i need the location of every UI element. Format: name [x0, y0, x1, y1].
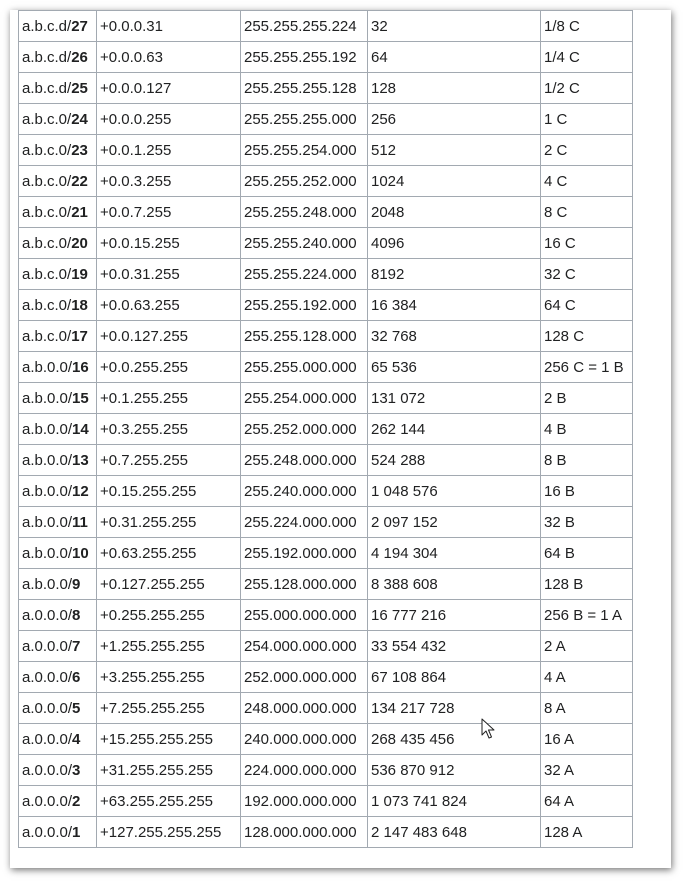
address-count-cell: 128: [368, 73, 541, 104]
classful-equivalent-cell: 16 A: [541, 724, 633, 755]
cidr-prefix-length: 7: [72, 637, 81, 655]
classful-equivalent-cell: 1/8 C: [541, 11, 633, 42]
address-range-cell: +0.3.255.255: [97, 414, 241, 445]
address-count-cell: 536 870 912: [368, 755, 541, 786]
cidr-table-body: [19, 11, 633, 848]
table-row: [19, 166, 633, 197]
address-range-cell: +0.0.15.255: [97, 228, 241, 259]
cidr-base-address: a.b.0.0/: [22, 544, 73, 562]
address-count-cell: 1024: [368, 166, 541, 197]
cidr-prefix-length: 8: [72, 606, 81, 624]
table-row: [19, 104, 633, 135]
cidr-base-address: a.b.c.0/: [22, 110, 72, 128]
cidr-notation-cell: [19, 228, 97, 259]
subnet-mask-cell: 255.252.000.000: [241, 414, 368, 445]
mouse-pointer-icon: [481, 718, 495, 740]
cidr-notation-cell: [19, 445, 97, 476]
cidr-prefix-length: 6: [72, 668, 81, 686]
address-range-cell: +0.0.63.255: [97, 290, 241, 321]
cidr-notation-cell: [19, 507, 97, 538]
address-range-cell: +0.1.255.255: [97, 383, 241, 414]
cidr-table: [18, 10, 633, 848]
address-range-cell: +0.127.255.255: [97, 569, 241, 600]
cidr-prefix-length: 2: [72, 792, 81, 810]
cidr-notation-cell: [19, 197, 97, 228]
cidr-notation-cell: [19, 569, 97, 600]
address-count-cell: 2 147 483 648: [368, 817, 541, 848]
table-row: [19, 321, 633, 352]
cidr-prefix-length: 4: [72, 730, 81, 748]
subnet-mask-cell: 254.000.000.000: [241, 631, 368, 662]
cidr-prefix-length: 27: [71, 17, 88, 35]
cidr-base-address: a.0.0.0/: [22, 668, 73, 686]
classful-equivalent-cell: 1/2 C: [541, 73, 633, 104]
cidr-prefix-length: 9: [72, 575, 81, 593]
cidr-prefix-length: 19: [71, 265, 88, 283]
cidr-notation-cell: [19, 42, 97, 73]
cidr-prefix-length: 22: [71, 172, 88, 190]
table-row: [19, 693, 633, 724]
cidr-base-address: a.0.0.0/: [22, 823, 73, 841]
cidr-base-address: a.b.c.d/: [22, 48, 72, 66]
subnet-mask-cell: 255.255.255.000: [241, 104, 368, 135]
cidr-notation-cell: [19, 11, 97, 42]
address-range-cell: +127.255.255.255: [97, 817, 241, 848]
table-row: [19, 290, 633, 321]
cidr-base-address: a.b.c.0/: [22, 265, 72, 283]
address-count-cell: 32: [368, 11, 541, 42]
table-row: [19, 507, 633, 538]
table-row: [19, 197, 633, 228]
subnet-mask-cell: 255.255.224.000: [241, 259, 368, 290]
subnet-mask-cell: 248.000.000.000: [241, 693, 368, 724]
classful-equivalent-cell: 32 A: [541, 755, 633, 786]
address-count-cell: 67 108 864: [368, 662, 541, 693]
address-count-cell: 1 048 576: [368, 476, 541, 507]
subnet-mask-cell: 255.255.254.000: [241, 135, 368, 166]
cidr-base-address: a.0.0.0/: [22, 606, 73, 624]
address-count-cell: 8 388 608: [368, 569, 541, 600]
classful-equivalent-cell: 2 A: [541, 631, 633, 662]
address-count-cell: 134 217 728: [368, 693, 541, 724]
subnet-mask-cell: 255.224.000.000: [241, 507, 368, 538]
classful-equivalent-cell: 64 C: [541, 290, 633, 321]
table-row: [19, 135, 633, 166]
cidr-notation-cell: [19, 104, 97, 135]
subnet-mask-cell: 255.255.255.224: [241, 11, 368, 42]
cidr-notation-cell: [19, 321, 97, 352]
cidr-prefix-length: 10: [72, 544, 89, 562]
subnet-mask-cell: 255.128.000.000: [241, 569, 368, 600]
address-range-cell: +0.0.7.255: [97, 197, 241, 228]
address-count-cell: 262 144: [368, 414, 541, 445]
address-range-cell: +0.0.255.255: [97, 352, 241, 383]
cidr-prefix-length: 11: [72, 513, 88, 531]
cidr-notation-cell: [19, 817, 97, 848]
subnet-mask-cell: 255.255.255.192: [241, 42, 368, 73]
subnet-mask-cell: 240.000.000.000: [241, 724, 368, 755]
table-row: [19, 476, 633, 507]
classful-equivalent-cell: 32 B: [541, 507, 633, 538]
cidr-base-address: a.b.c.0/: [22, 296, 72, 314]
table-row: [19, 538, 633, 569]
address-count-cell: 2 097 152: [368, 507, 541, 538]
cidr-prefix-length: 21: [71, 203, 88, 221]
address-count-cell: 16 777 216: [368, 600, 541, 631]
address-count-cell: 256: [368, 104, 541, 135]
classful-equivalent-cell: 8 B: [541, 445, 633, 476]
classful-equivalent-cell: 128 B: [541, 569, 633, 600]
cidr-prefix-length: 23: [71, 141, 88, 159]
subnet-mask-cell: 255.255.255.128: [241, 73, 368, 104]
classful-equivalent-cell: 4 A: [541, 662, 633, 693]
address-count-cell: 16 384: [368, 290, 541, 321]
classful-equivalent-cell: 128 C: [541, 321, 633, 352]
subnet-mask-cell: 255.255.248.000: [241, 197, 368, 228]
subnet-mask-cell: 255.000.000.000: [241, 600, 368, 631]
address-count-cell: 64: [368, 42, 541, 73]
cidr-prefix-length: 15: [72, 389, 89, 407]
address-count-cell: 131 072: [368, 383, 541, 414]
address-count-cell: 1 073 741 824: [368, 786, 541, 817]
cidr-notation-cell: [19, 352, 97, 383]
classful-equivalent-cell: 8 C: [541, 197, 633, 228]
cidr-base-address: a.b.0.0/: [22, 482, 73, 500]
table-row: [19, 600, 633, 631]
address-range-cell: +0.0.0.127: [97, 73, 241, 104]
address-range-cell: +0.0.0.63: [97, 42, 241, 73]
cidr-base-address: a.b.c.0/: [22, 234, 72, 252]
subnet-mask-cell: 255.255.240.000: [241, 228, 368, 259]
table-row: [19, 569, 633, 600]
classful-equivalent-cell: 128 A: [541, 817, 633, 848]
cidr-notation-cell: [19, 73, 97, 104]
classful-equivalent-cell: 4 C: [541, 166, 633, 197]
classful-equivalent-cell: 2 C: [541, 135, 633, 166]
address-range-cell: +0.0.0.255: [97, 104, 241, 135]
subnet-mask-cell: 128.000.000.000: [241, 817, 368, 848]
address-count-cell: 65 536: [368, 352, 541, 383]
address-range-cell: +1.255.255.255: [97, 631, 241, 662]
cidr-notation-cell: [19, 600, 97, 631]
cidr-base-address: a.b.c.0/: [22, 172, 72, 190]
classful-equivalent-cell: 256 C = 1 B: [541, 352, 633, 383]
cidr-prefix-length: 13: [72, 451, 89, 469]
table-row: [19, 755, 633, 786]
address-range-cell: +0.0.127.255: [97, 321, 241, 352]
cidr-prefix-length: 18: [71, 296, 88, 314]
table-row: [19, 662, 633, 693]
cidr-base-address: a.b.0.0/: [22, 389, 73, 407]
address-range-cell: +7.255.255.255: [97, 693, 241, 724]
classful-equivalent-cell: 64 B: [541, 538, 633, 569]
address-count-cell: 512: [368, 135, 541, 166]
address-range-cell: +0.0.0.31: [97, 11, 241, 42]
table-row: [19, 786, 633, 817]
classful-equivalent-cell: 1 C: [541, 104, 633, 135]
table-row: [19, 445, 633, 476]
address-range-cell: +3.255.255.255: [97, 662, 241, 693]
address-range-cell: +0.0.3.255: [97, 166, 241, 197]
cidr-notation-cell: [19, 662, 97, 693]
cidr-notation-cell: [19, 724, 97, 755]
subnet-mask-cell: 255.254.000.000: [241, 383, 368, 414]
classful-equivalent-cell: 16 C: [541, 228, 633, 259]
subnet-mask-cell: 255.255.128.000: [241, 321, 368, 352]
cidr-base-address: a.b.c.d/: [22, 17, 72, 35]
classful-equivalent-cell: 16 B: [541, 476, 633, 507]
subnet-mask-cell: 224.000.000.000: [241, 755, 368, 786]
cidr-prefix-length: 3: [72, 761, 81, 779]
table-row: [19, 259, 633, 290]
cidr-notation-cell: [19, 755, 97, 786]
address-range-cell: +63.255.255.255: [97, 786, 241, 817]
cidr-base-address: a.b.c.0/: [22, 141, 72, 159]
address-range-cell: +0.63.255.255: [97, 538, 241, 569]
cidr-notation-cell: [19, 786, 97, 817]
cidr-base-address: a.b.c.0/: [22, 327, 72, 345]
cidr-base-address: a.b.c.d/: [22, 79, 72, 97]
cidr-prefix-length: 24: [71, 110, 88, 128]
classful-equivalent-cell: 32 C: [541, 259, 633, 290]
cidr-prefix-length: 14: [72, 420, 89, 438]
address-count-cell: 33 554 432: [368, 631, 541, 662]
cidr-prefix-length: 1: [72, 823, 81, 841]
address-range-cell: +0.0.1.255: [97, 135, 241, 166]
subnet-mask-cell: 255.255.000.000: [241, 352, 368, 383]
address-count-cell: 32 768: [368, 321, 541, 352]
table-row: [19, 42, 633, 73]
table-row: [19, 352, 633, 383]
cidr-base-address: a.0.0.0/: [22, 637, 73, 655]
cidr-base-address: a.0.0.0/: [22, 699, 73, 717]
address-count-cell: 268 435 456: [368, 724, 541, 755]
cidr-base-address: a.b.c.0/: [22, 203, 72, 221]
cidr-base-address: a.b.0.0/: [22, 451, 73, 469]
cidr-prefix-length: 26: [71, 48, 88, 66]
table-row: [19, 73, 633, 104]
cidr-notation-cell: [19, 631, 97, 662]
classful-equivalent-cell: 2 B: [541, 383, 633, 414]
cidr-notation-cell: [19, 693, 97, 724]
cidr-prefix-length: 20: [71, 234, 88, 252]
table-row: [19, 724, 633, 755]
cidr-base-address: a.0.0.0/: [22, 761, 73, 779]
subnet-mask-cell: 192.000.000.000: [241, 786, 368, 817]
table-row: [19, 11, 633, 42]
cidr-notation-cell: [19, 476, 97, 507]
cidr-notation-cell: [19, 290, 97, 321]
cidr-base-address: a.0.0.0/: [22, 792, 73, 810]
cidr-notation-cell: [19, 383, 97, 414]
cidr-prefix-length: 16: [72, 358, 89, 376]
cidr-prefix-length: 5: [72, 699, 81, 717]
subnet-mask-cell: 255.248.000.000: [241, 445, 368, 476]
table-row: [19, 817, 633, 848]
cidr-notation-cell: [19, 538, 97, 569]
address-range-cell: +0.255.255.255: [97, 600, 241, 631]
cidr-notation-cell: [19, 166, 97, 197]
address-count-cell: 8192: [368, 259, 541, 290]
address-range-cell: +0.0.31.255: [97, 259, 241, 290]
cidr-base-address: a.b.0.0/: [22, 575, 73, 593]
cidr-base-address: a.0.0.0/: [22, 730, 73, 748]
cidr-notation-cell: [19, 259, 97, 290]
cidr-prefix-length: 25: [71, 79, 88, 97]
cidr-base-address: a.b.0.0/: [22, 358, 73, 376]
address-count-cell: 2048: [368, 197, 541, 228]
cidr-notation-cell: [19, 414, 97, 445]
cidr-prefix-length: 12: [72, 482, 89, 500]
address-range-cell: +31.255.255.255: [97, 755, 241, 786]
subnet-mask-cell: 255.192.000.000: [241, 538, 368, 569]
subnet-mask-cell: 255.240.000.000: [241, 476, 368, 507]
address-count-cell: 4096: [368, 228, 541, 259]
subnet-mask-cell: 255.255.252.000: [241, 166, 368, 197]
table-row: [19, 631, 633, 662]
classful-equivalent-cell: 64 A: [541, 786, 633, 817]
classful-equivalent-cell: 1/4 C: [541, 42, 633, 73]
classful-equivalent-cell: 256 B = 1 A: [541, 600, 633, 631]
address-range-cell: +15.255.255.255: [97, 724, 241, 755]
address-count-cell: 4 194 304: [368, 538, 541, 569]
table-row: [19, 414, 633, 445]
table-row: [19, 383, 633, 414]
classful-equivalent-cell: 8 A: [541, 693, 633, 724]
document-window: [10, 10, 671, 868]
cidr-notation-cell: [19, 135, 97, 166]
subnet-mask-cell: 255.255.192.000: [241, 290, 368, 321]
cidr-prefix-length: 17: [71, 327, 88, 345]
classful-equivalent-cell: 4 B: [541, 414, 633, 445]
cidr-base-address: a.b.0.0/: [22, 420, 73, 438]
address-count-cell: 524 288: [368, 445, 541, 476]
address-range-cell: +0.15.255.255: [97, 476, 241, 507]
cidr-base-address: a.b.0.0/: [22, 513, 73, 531]
address-range-cell: +0.7.255.255: [97, 445, 241, 476]
table-row: [19, 228, 633, 259]
address-range-cell: +0.31.255.255: [97, 507, 241, 538]
subnet-mask-cell: 252.000.000.000: [241, 662, 368, 693]
